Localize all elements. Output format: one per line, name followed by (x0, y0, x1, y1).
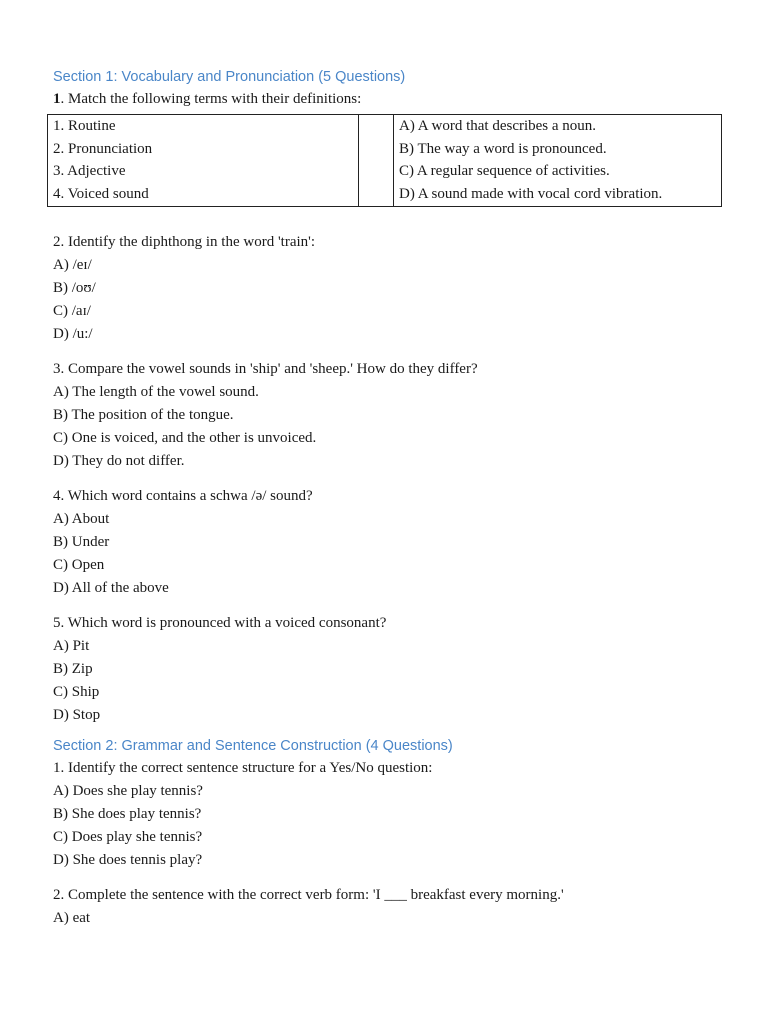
definitions-column (394, 115, 722, 207)
answer-option: D) They do not differ. (53, 452, 185, 469)
answer-option: C) Ship (53, 683, 100, 700)
question-1-number: 1 (53, 91, 61, 107)
worksheet-page (53, 66, 723, 942)
question-5 (53, 612, 723, 727)
answer-option: C) /aɪ/ (53, 302, 91, 319)
section-2-question-1 (53, 757, 723, 872)
definition-item: C) A regular sequence of activities. (399, 163, 610, 180)
section-1-heading: Section 1: Vocabulary and Pronunciation (5 Questions) (53, 69, 406, 85)
answer-option: D) Stop (53, 706, 101, 723)
answer-option: B) Zip (53, 660, 93, 677)
answer-option: A) About (53, 510, 110, 527)
answer-option: A) /eɪ/ (53, 256, 92, 273)
section-2-question-2 (53, 884, 723, 930)
question-prompt: 3. Compare the vowel sounds in 'ship' and 'sheep.' How do they differ? (53, 360, 478, 377)
section-2-heading: Section 2: Grammar and Sentence Construction (4 Questions) (53, 737, 453, 754)
answer-option: D) She does tennis play? (53, 851, 203, 868)
answer-option: A) The length of the vowel sound. (53, 383, 259, 400)
question-1-prompt (53, 88, 723, 111)
answer-option: C) Does play she tennis? (53, 828, 203, 845)
answer-option: B) She does play tennis? (53, 805, 202, 822)
answer-option: B) The position of the tongue. (53, 406, 234, 423)
answer-option: B) Under (53, 533, 110, 550)
term-item: 1. Routine (53, 118, 116, 134)
answer-option: B) /oʊ/ (53, 279, 96, 296)
question-prompt: 1. Identify the correct sentence structure for a Yes/No question: (53, 759, 433, 776)
matching-table (47, 114, 722, 207)
question-prompt: 2. Identify the diphthong in the word 'train': (53, 233, 316, 250)
answer-option: A) Pit (53, 637, 90, 654)
term-item: 3. Adjective (53, 163, 126, 180)
definition-item: B) The way a word is pronounced. (399, 140, 607, 157)
question-2 (53, 231, 723, 346)
answer-option: A) Does she play tennis? (53, 782, 203, 799)
question-1-text: . Match the following terms with their definitions: (60, 91, 362, 107)
question-prompt: 2. Complete the sentence with the correct verb form: 'I ___ breakfast every morning.' (53, 886, 564, 903)
question-prompt: 5. Which word is pronounced with a voiced consonant? (53, 614, 387, 631)
answer-option: A) eat (53, 909, 91, 926)
answer-option: D) /u:/ (53, 325, 93, 342)
answer-option: C) One is voiced, and the other is unvoiced. (53, 429, 317, 446)
answer-option: D) All of the above (53, 579, 169, 596)
question-prompt: 4. Which word contains a schwa /ə/ sound? (53, 487, 313, 504)
terms-column (48, 115, 359, 207)
term-item: 4. Voiced sound (53, 186, 149, 203)
term-item: 2. Pronunciation (53, 140, 153, 157)
question-4 (53, 485, 723, 600)
answer-option: C) Open (53, 556, 105, 573)
definition-item: D) A sound made with vocal cord vibration. (399, 186, 663, 203)
question-3 (53, 358, 723, 473)
answer-blank-column (359, 115, 394, 207)
definition-item: A) A word that describes a noun. (399, 118, 597, 134)
